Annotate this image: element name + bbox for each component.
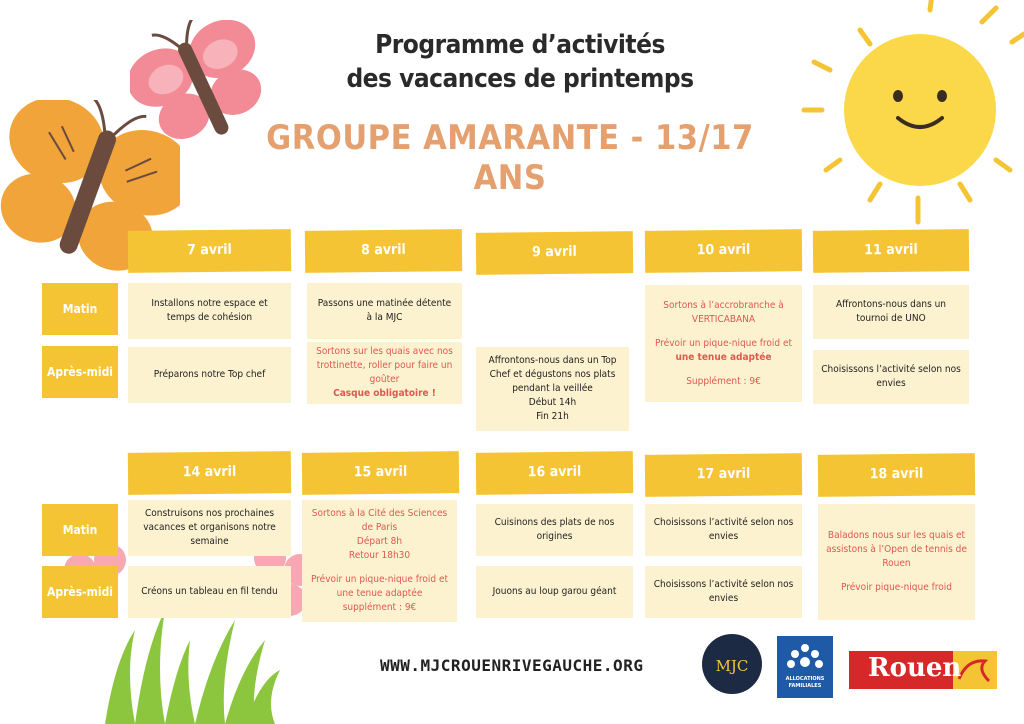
caf-logo-text: ALLOCATIONS FAMILIALES <box>785 676 825 689</box>
activity-text: Jouons au loup garou géant <box>492 586 617 597</box>
mjc-logo-icon <box>702 634 762 694</box>
day-header: 9 avril <box>476 231 633 275</box>
title-line-2: des vacances de printemps <box>346 64 694 94</box>
activity-cell <box>813 285 969 339</box>
activity-note: une tenue adaptée <box>675 351 772 363</box>
day-header: 14 avril <box>128 451 291 495</box>
label-apres-midi: Après-midi <box>42 346 118 398</box>
label-apres-midi: Après-midi <box>42 566 118 618</box>
mjc-logo-text: MJC <box>715 657 749 675</box>
activity-cell <box>302 500 457 622</box>
rouen-logo-text: Rouen <box>868 653 962 683</box>
mjc-logo <box>702 634 762 694</box>
activity-text: Construisons nos prochaines vacances et organisons notre semaine <box>143 508 276 547</box>
label-matin: Matin <box>42 283 118 335</box>
activity-cell <box>476 347 629 431</box>
activity-cell <box>307 342 462 404</box>
activity-text: Choisissons l’activité selon nos envies <box>653 579 794 604</box>
activity-text: Sortons sur les quais avec nos trottinette, roller pour faire un goûter <box>316 346 453 385</box>
activity-cell <box>476 566 633 618</box>
activity-cell <box>307 283 462 339</box>
website-link[interactable]: WWW.MJCROUENRIVEGAUCHE.ORG <box>380 656 644 675</box>
day-header: 11 avril <box>813 229 969 273</box>
activity-time: Fin 21h <box>536 411 569 422</box>
group-title: GROUPE AMARANTE - 13/17 ANS <box>266 118 754 198</box>
activity-text: Sortons à la Cité des Sciences de Paris <box>311 508 448 533</box>
day-header: 8 avril <box>305 229 462 273</box>
activity-text: Choisissons l’activité selon nos envies <box>821 364 961 389</box>
activity-cell <box>476 504 633 556</box>
activity-text: Baladons nous sur les quais et assistons à l’Open de tennis de Rouen <box>826 530 967 569</box>
day-header: 15 avril <box>302 451 459 495</box>
page-title <box>300 28 740 96</box>
activity-text: Sortons à l’accrobranche à VERTICABANA <box>663 299 784 325</box>
activity-time: Retour 18h30 <box>348 550 411 561</box>
day-header: 10 avril <box>645 229 802 273</box>
activity-time: Début 14h <box>528 397 577 408</box>
activity-price: supplément : 9€ <box>342 602 417 613</box>
activity-cell <box>128 500 291 556</box>
day-header: 16 avril <box>476 451 633 495</box>
activity-cell <box>645 285 802 402</box>
activity-cell <box>645 504 802 556</box>
activity-cell <box>818 504 975 620</box>
day-header: 7 avril <box>128 229 291 273</box>
activity-note: Prévoir un pique-nique froid et <box>654 337 793 349</box>
activity-text: Affrontons-nous dans un Top Chef et dégustons nos plats pendant la veillée <box>488 355 617 394</box>
day-header: 18 avril <box>818 453 975 497</box>
activity-cell <box>128 283 291 339</box>
day-header: 17 avril <box>645 453 802 497</box>
activity-time: Départ 8h <box>356 536 403 547</box>
activity-text: Créons un tableau en fil tendu <box>141 586 278 597</box>
activity-cell <box>813 350 969 404</box>
activity-note: Prévoir pique-nique froid <box>841 582 952 593</box>
activity-cell <box>645 566 802 618</box>
activity-price: Supplément : 9€ <box>686 375 761 387</box>
title-line-1: Programme d’activités <box>375 30 665 60</box>
activity-text: Affrontons-nous dans un tournoi de UNO <box>835 299 947 324</box>
activity-text: Choisissons l’activité selon nos envies <box>653 517 794 542</box>
activity-cell <box>128 347 291 403</box>
activity-text: Installons notre espace et temps de cohésion <box>151 298 268 323</box>
activity-cell <box>128 566 291 618</box>
grass-icon <box>95 610 285 724</box>
activity-note: Prévoir un pique-nique froid et une tenue adaptée <box>310 574 449 599</box>
activity-text: Cuisinons des plats de nos origines <box>494 517 615 542</box>
activity-text: Préparons notre Top chef <box>153 369 266 380</box>
sun-icon <box>800 0 1024 230</box>
activity-note: Casque obligatoire ! <box>333 388 436 399</box>
label-matin: Matin <box>42 504 118 556</box>
caf-logo <box>777 636 833 698</box>
activity-text: Passons une matinée détente à la MJC <box>317 298 452 323</box>
